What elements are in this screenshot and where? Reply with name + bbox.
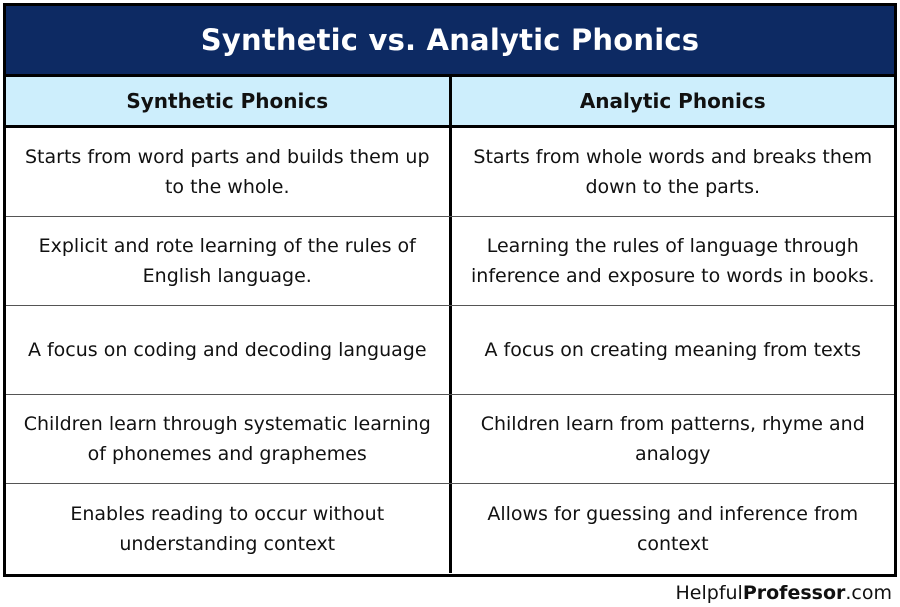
- comparison-table: [3, 3, 897, 577]
- table-row: [6, 395, 894, 484]
- synthetic-cell: Starts from word parts and builds them up to the whole.: [24, 146, 430, 198]
- column-header-synthetic: Synthetic Phonics: [126, 89, 329, 113]
- table-row: [6, 306, 894, 395]
- credit-bold: Professor: [742, 582, 846, 604]
- table-row: [6, 217, 894, 306]
- column-header-analytic: Analytic Phonics: [449, 77, 895, 125]
- table-row: [6, 484, 894, 573]
- column-header-row: [6, 77, 894, 128]
- credit-prefix: Helpful: [675, 582, 743, 604]
- table-body: [6, 128, 894, 573]
- analytic-cell: A focus on creating meaning from texts: [449, 306, 895, 394]
- analytic-cell: Children learn from patterns, rhyme and analogy: [449, 395, 895, 483]
- synthetic-cell: Explicit and rote learning of the rules of English language.: [38, 235, 416, 287]
- synthetic-cell: A focus on coding and decoding language: [27, 339, 427, 361]
- table-row: [6, 128, 894, 217]
- synthetic-cell: Enables reading to occur without understanding context: [70, 502, 385, 555]
- analytic-cell: Starts from whole words and breaks them down to the parts.: [449, 128, 895, 216]
- synthetic-cell: Children learn through systematic learning of phonemes and graphemes: [23, 413, 431, 465]
- credit-suffix: .com: [845, 582, 892, 604]
- site-credit: [676, 582, 893, 604]
- analytic-cell: Learning the rules of language through inference and exposure to words in books.: [449, 217, 895, 305]
- analytic-cell: Allows for guessing and inference from context: [449, 484, 895, 573]
- table-title: Synthetic vs. Analytic Phonics: [6, 6, 894, 77]
